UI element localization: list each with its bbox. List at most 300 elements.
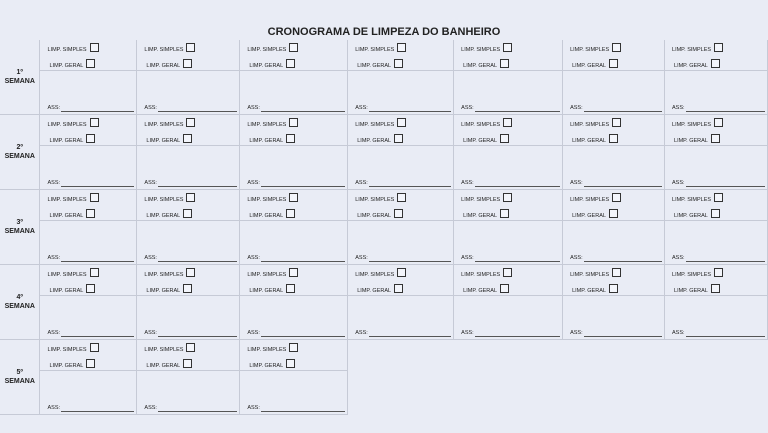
signature-field [672, 329, 765, 337]
signature-line[interactable] [158, 105, 237, 112]
signature-line[interactable] [369, 180, 451, 187]
cell-divider [348, 220, 453, 221]
simple-cleaning-label: LIMP. SIMPLES [144, 272, 184, 278]
week-word: SEMANA [4, 303, 35, 310]
signature-line[interactable] [475, 255, 560, 262]
empty-cell [563, 340, 665, 415]
signature-field [247, 404, 345, 412]
signature-line[interactable] [584, 180, 662, 187]
signature-field [144, 104, 237, 112]
signature-label: ASS: [144, 180, 157, 186]
signature-label: ASS: [247, 105, 260, 111]
general-cleaning-checkbox[interactable] [711, 284, 720, 293]
signature-field [247, 179, 345, 187]
simple-cleaning-checkbox[interactable] [90, 343, 99, 352]
signature-field [461, 179, 560, 187]
simple-cleaning-checkbox[interactable] [714, 43, 723, 52]
signature-line[interactable] [61, 405, 134, 412]
week-row [0, 340, 768, 415]
general-cleaning-label: LIMP. GERAL [49, 363, 84, 369]
week-label [0, 115, 40, 190]
cell-divider [454, 295, 562, 296]
simple-cleaning-option [570, 193, 621, 205]
simple-cleaning-checkbox[interactable] [397, 118, 406, 127]
signature-label: ASS: [672, 255, 685, 261]
signature-label: ASS: [247, 255, 260, 261]
signature-field [144, 254, 237, 262]
day-cell [240, 190, 348, 265]
simple-cleaning-checkbox[interactable] [186, 343, 195, 352]
simple-cleaning-option [355, 193, 406, 205]
signature-label: ASS: [461, 180, 474, 186]
signature-field [672, 179, 765, 187]
general-cleaning-checkbox[interactable] [86, 134, 95, 143]
simple-cleaning-option [247, 343, 298, 355]
cell-divider [665, 145, 767, 146]
cell-divider [665, 220, 767, 221]
signature-label: ASS: [47, 105, 61, 111]
signature-label: ASS: [47, 255, 61, 261]
day-cell [665, 265, 768, 340]
general-cleaning-label: LIMP. GERAL [146, 63, 181, 69]
signature-field [247, 329, 345, 337]
simple-cleaning-option [461, 118, 512, 130]
signature-line[interactable] [61, 330, 134, 337]
week-word: SEMANA [4, 228, 35, 235]
simple-cleaning-label: LIMP. SIMPLES [247, 47, 287, 53]
day-cell [240, 115, 348, 190]
signature-field [247, 254, 345, 262]
simple-cleaning-checkbox[interactable] [503, 268, 512, 277]
simple-cleaning-option [247, 268, 298, 280]
general-cleaning-checkbox[interactable] [86, 284, 95, 293]
general-cleaning-label: LIMP. GERAL [357, 63, 392, 69]
simple-cleaning-checkbox[interactable] [612, 268, 621, 277]
signature-field [461, 329, 560, 337]
week-row [0, 115, 768, 190]
cell-divider [348, 70, 453, 71]
general-cleaning-label: LIMP. GERAL [674, 138, 708, 144]
week-row [0, 265, 768, 340]
cell-divider [40, 70, 136, 71]
general-cleaning-label: LIMP. GERAL [674, 213, 708, 219]
cell-divider [40, 370, 136, 371]
signature-label: ASS: [570, 255, 583, 261]
signature-label: ASS: [355, 330, 368, 336]
simple-cleaning-label: LIMP. SIMPLES [672, 197, 712, 203]
simple-cleaning-label: LIMP. SIMPLES [247, 197, 287, 203]
general-cleaning-checkbox[interactable] [286, 359, 295, 368]
general-cleaning-checkbox[interactable] [609, 209, 618, 218]
signature-field [144, 179, 237, 187]
signature-line[interactable] [475, 105, 560, 112]
simple-cleaning-label: LIMP. SIMPLES [355, 272, 395, 278]
day-cell [40, 340, 137, 415]
signature-field [355, 179, 451, 187]
signature-line[interactable] [61, 180, 134, 187]
cell-divider [348, 145, 453, 146]
signature-field [47, 104, 134, 112]
simple-cleaning-checkbox[interactable] [289, 193, 298, 202]
cell-divider [137, 220, 239, 221]
signature-label: ASS: [355, 255, 368, 261]
simple-cleaning-option [570, 43, 621, 55]
general-cleaning-label: LIMP. GERAL [357, 213, 392, 219]
simple-cleaning-option [672, 118, 723, 130]
simple-cleaning-checkbox[interactable] [90, 268, 99, 277]
simple-cleaning-option [144, 343, 195, 355]
simple-cleaning-label: LIMP. SIMPLES [47, 272, 87, 278]
general-cleaning-label: LIMP. GERAL [357, 138, 392, 144]
general-cleaning-label: LIMP. GERAL [249, 138, 284, 144]
general-cleaning-label: LIMP. GERAL [572, 138, 606, 144]
week-label [0, 265, 40, 340]
signature-line[interactable] [369, 255, 451, 262]
signature-label: ASS: [672, 180, 685, 186]
day-cell [137, 190, 240, 265]
signature-line[interactable] [261, 105, 345, 112]
simple-cleaning-checkbox[interactable] [90, 118, 99, 127]
simple-cleaning-label: LIMP. SIMPLES [47, 197, 87, 203]
general-cleaning-label: LIMP. GERAL [249, 363, 284, 369]
signature-field [461, 104, 560, 112]
week-word: SEMANA [4, 378, 35, 385]
simple-cleaning-checkbox[interactable] [186, 118, 195, 127]
simple-cleaning-label: LIMP. SIMPLES [247, 272, 287, 278]
cell-divider [240, 145, 347, 146]
signature-field [570, 104, 662, 112]
cell-divider [40, 295, 136, 296]
cell-divider [137, 370, 239, 371]
simple-cleaning-label: LIMP. SIMPLES [672, 122, 712, 128]
cell-divider [40, 220, 136, 221]
simple-cleaning-label: LIMP. SIMPLES [570, 122, 610, 128]
simple-cleaning-option [144, 268, 195, 280]
general-cleaning-checkbox[interactable] [394, 59, 403, 68]
general-cleaning-checkbox[interactable] [500, 59, 509, 68]
day-cell [563, 265, 665, 340]
week-label [0, 190, 40, 265]
signature-label: ASS: [144, 330, 157, 336]
cell-divider [563, 295, 664, 296]
schedule-grid [0, 40, 768, 415]
general-cleaning-checkbox[interactable] [394, 134, 403, 143]
signature-label: ASS: [144, 255, 157, 261]
simple-cleaning-option [461, 43, 512, 55]
signature-label: ASS: [47, 180, 61, 186]
day-cell [454, 115, 563, 190]
general-cleaning-checkbox[interactable] [183, 359, 192, 368]
simple-cleaning-option [672, 268, 723, 280]
simple-cleaning-checkbox[interactable] [289, 343, 298, 352]
simple-cleaning-option [144, 43, 195, 55]
day-cell [40, 115, 137, 190]
signature-label: ASS: [570, 105, 583, 111]
signature-line[interactable] [686, 105, 765, 112]
day-cell [454, 190, 563, 265]
simple-cleaning-option [355, 268, 406, 280]
general-cleaning-checkbox[interactable] [183, 59, 192, 68]
general-cleaning-checkbox[interactable] [86, 209, 95, 218]
general-cleaning-label: LIMP. GERAL [249, 63, 284, 69]
week-number: 4º [16, 294, 23, 301]
general-cleaning-checkbox[interactable] [183, 209, 192, 218]
simple-cleaning-checkbox[interactable] [397, 268, 406, 277]
week-label [0, 40, 40, 115]
general-cleaning-label: LIMP. GERAL [572, 213, 606, 219]
general-cleaning-checkbox[interactable] [286, 59, 295, 68]
general-cleaning-label: LIMP. GERAL [49, 138, 84, 144]
signature-field [47, 404, 134, 412]
general-cleaning-checkbox[interactable] [500, 134, 509, 143]
simple-cleaning-label: LIMP. SIMPLES [247, 122, 287, 128]
cell-divider [348, 295, 453, 296]
simple-cleaning-checkbox[interactable] [186, 43, 195, 52]
simple-cleaning-checkbox[interactable] [714, 193, 723, 202]
simple-cleaning-label: LIMP. SIMPLES [570, 47, 610, 53]
simple-cleaning-label: LIMP. SIMPLES [47, 122, 87, 128]
day-cell [348, 40, 454, 115]
signature-field [47, 329, 134, 337]
general-cleaning-checkbox[interactable] [394, 284, 403, 293]
general-cleaning-label: LIMP. GERAL [463, 213, 498, 219]
general-cleaning-label: LIMP. GERAL [463, 138, 498, 144]
simple-cleaning-checkbox[interactable] [503, 193, 512, 202]
signature-field [144, 404, 237, 412]
simple-cleaning-checkbox[interactable] [186, 193, 195, 202]
general-cleaning-checkbox[interactable] [286, 284, 295, 293]
day-cell [454, 265, 563, 340]
signature-line[interactable] [686, 255, 765, 262]
simple-cleaning-checkbox[interactable] [397, 43, 406, 52]
simple-cleaning-checkbox[interactable] [397, 193, 406, 202]
signature-field [247, 104, 345, 112]
simple-cleaning-option [47, 43, 98, 55]
cell-divider [137, 295, 239, 296]
day-cell [240, 265, 348, 340]
simple-cleaning-option [672, 193, 723, 205]
signature-field [461, 254, 560, 262]
simple-cleaning-checkbox[interactable] [289, 43, 298, 52]
cell-divider [665, 70, 767, 71]
signature-label: ASS: [144, 405, 157, 411]
signature-line[interactable] [584, 105, 662, 112]
cell-divider [454, 220, 562, 221]
signature-line[interactable] [686, 330, 765, 337]
day-cell [40, 40, 137, 115]
signature-line[interactable] [61, 105, 134, 112]
general-cleaning-label: LIMP. GERAL [463, 288, 498, 294]
signature-label: ASS: [461, 255, 474, 261]
signature-line[interactable] [475, 180, 560, 187]
simple-cleaning-option [247, 193, 298, 205]
general-cleaning-checkbox[interactable] [500, 209, 509, 218]
signature-line[interactable] [261, 330, 345, 337]
cell-divider [563, 70, 664, 71]
day-cell [563, 115, 665, 190]
empty-cell [348, 340, 454, 415]
simple-cleaning-checkbox[interactable] [612, 43, 621, 52]
simple-cleaning-checkbox[interactable] [714, 268, 723, 277]
general-cleaning-label: LIMP. GERAL [146, 213, 181, 219]
day-cell [563, 40, 665, 115]
simple-cleaning-option [247, 43, 298, 55]
day-cell [563, 190, 665, 265]
simple-cleaning-option [47, 193, 98, 205]
day-cell [137, 265, 240, 340]
simple-cleaning-option [461, 268, 512, 280]
signature-line[interactable] [584, 330, 662, 337]
day-cell [348, 115, 454, 190]
general-cleaning-label: LIMP. GERAL [49, 63, 84, 69]
simple-cleaning-label: LIMP. SIMPLES [672, 272, 712, 278]
signature-line[interactable] [369, 105, 451, 112]
general-cleaning-label: LIMP. GERAL [146, 363, 181, 369]
signature-line[interactable] [261, 255, 345, 262]
signature-line[interactable] [584, 255, 662, 262]
signature-line[interactable] [61, 255, 134, 262]
signature-field [355, 329, 451, 337]
signature-field [570, 179, 662, 187]
general-cleaning-label: LIMP. GERAL [49, 213, 84, 219]
simple-cleaning-option [355, 43, 406, 55]
general-cleaning-checkbox[interactable] [86, 59, 95, 68]
simple-cleaning-label: LIMP. SIMPLES [47, 47, 87, 53]
week-number: 1º [16, 69, 23, 76]
simple-cleaning-option [355, 118, 406, 130]
simple-cleaning-label: LIMP. SIMPLES [144, 47, 184, 53]
document-title: CRONOGRAMA DE LIMPEZA DO BANHEIRO [267, 26, 501, 38]
simple-cleaning-checkbox[interactable] [289, 268, 298, 277]
simple-cleaning-label: LIMP. SIMPLES [461, 122, 501, 128]
signature-label: ASS: [461, 105, 474, 111]
general-cleaning-checkbox[interactable] [609, 134, 618, 143]
day-cell [665, 40, 768, 115]
general-cleaning-checkbox[interactable] [500, 284, 509, 293]
general-cleaning-checkbox[interactable] [286, 209, 295, 218]
day-cell [348, 190, 454, 265]
simple-cleaning-label: LIMP. SIMPLES [144, 122, 184, 128]
signature-line[interactable] [369, 330, 451, 337]
simple-cleaning-option [461, 193, 512, 205]
signature-line[interactable] [686, 180, 765, 187]
simple-cleaning-checkbox[interactable] [714, 118, 723, 127]
general-cleaning-label: LIMP. GERAL [249, 213, 284, 219]
signature-line[interactable] [158, 180, 237, 187]
general-cleaning-checkbox[interactable] [286, 134, 295, 143]
simple-cleaning-label: LIMP. SIMPLES [247, 347, 287, 353]
week-word: SEMANA [4, 78, 35, 85]
simple-cleaning-checkbox[interactable] [186, 268, 195, 277]
simple-cleaning-checkbox[interactable] [503, 43, 512, 52]
signature-label: ASS: [247, 330, 260, 336]
simple-cleaning-checkbox[interactable] [90, 193, 99, 202]
simple-cleaning-checkbox[interactable] [90, 43, 99, 52]
cell-divider [240, 220, 347, 221]
empty-cell [454, 340, 563, 415]
simple-cleaning-option [144, 118, 195, 130]
general-cleaning-label: LIMP. GERAL [49, 288, 84, 294]
simple-cleaning-label: LIMP. SIMPLES [570, 197, 610, 203]
simple-cleaning-label: LIMP. SIMPLES [47, 347, 87, 353]
simple-cleaning-label: LIMP. SIMPLES [461, 272, 501, 278]
simple-cleaning-label: LIMP. SIMPLES [355, 197, 395, 203]
signature-field [672, 104, 765, 112]
simple-cleaning-label: LIMP. SIMPLES [144, 347, 184, 353]
signature-label: ASS: [355, 105, 368, 111]
simple-cleaning-label: LIMP. SIMPLES [672, 47, 712, 53]
simple-cleaning-checkbox[interactable] [289, 118, 298, 127]
general-cleaning-checkbox[interactable] [86, 359, 95, 368]
day-cell [40, 265, 137, 340]
general-cleaning-label: LIMP. GERAL [463, 63, 498, 69]
general-cleaning-checkbox[interactable] [183, 134, 192, 143]
simple-cleaning-label: LIMP. SIMPLES [355, 122, 395, 128]
general-cleaning-checkbox[interactable] [711, 134, 720, 143]
simple-cleaning-checkbox[interactable] [612, 118, 621, 127]
signature-field [47, 179, 134, 187]
cell-divider [240, 295, 347, 296]
day-cell [137, 115, 240, 190]
general-cleaning-checkbox[interactable] [609, 59, 618, 68]
day-cell [348, 265, 454, 340]
day-cell [454, 40, 563, 115]
general-cleaning-checkbox[interactable] [711, 209, 720, 218]
simple-cleaning-option [47, 268, 98, 280]
signature-label: ASS: [570, 180, 583, 186]
simple-cleaning-label: LIMP. SIMPLES [570, 272, 610, 278]
cell-divider [240, 70, 347, 71]
signature-line[interactable] [158, 255, 237, 262]
signature-field [355, 104, 451, 112]
general-cleaning-label: LIMP. GERAL [357, 288, 392, 294]
general-cleaning-checkbox[interactable] [609, 284, 618, 293]
signature-line[interactable] [158, 405, 237, 412]
general-cleaning-checkbox[interactable] [183, 284, 192, 293]
signature-field [47, 254, 134, 262]
signature-line[interactable] [261, 180, 345, 187]
signature-label: ASS: [47, 405, 61, 411]
signature-label: ASS: [247, 405, 260, 411]
week-number: 2º [16, 144, 23, 151]
signature-line[interactable] [158, 330, 237, 337]
simple-cleaning-option [570, 118, 621, 130]
week-row [0, 40, 768, 115]
signature-label: ASS: [355, 180, 368, 186]
signature-line[interactable] [261, 405, 345, 412]
week-word: SEMANA [4, 153, 35, 160]
general-cleaning-checkbox[interactable] [394, 209, 403, 218]
simple-cleaning-option [47, 343, 98, 355]
signature-label: ASS: [570, 330, 583, 336]
simple-cleaning-label: LIMP. SIMPLES [461, 197, 501, 203]
simple-cleaning-option [570, 268, 621, 280]
day-cell [137, 340, 240, 415]
general-cleaning-checkbox[interactable] [711, 59, 720, 68]
signature-label: ASS: [144, 105, 157, 111]
signature-field [672, 254, 765, 262]
simple-cleaning-option [47, 118, 98, 130]
general-cleaning-label: LIMP. GERAL [146, 288, 181, 294]
day-cell [665, 115, 768, 190]
day-cell [40, 190, 137, 265]
day-cell [665, 190, 768, 265]
simple-cleaning-checkbox[interactable] [612, 193, 621, 202]
signature-field [355, 254, 451, 262]
signature-line[interactable] [475, 330, 560, 337]
day-cell [240, 340, 348, 415]
simple-cleaning-checkbox[interactable] [503, 118, 512, 127]
